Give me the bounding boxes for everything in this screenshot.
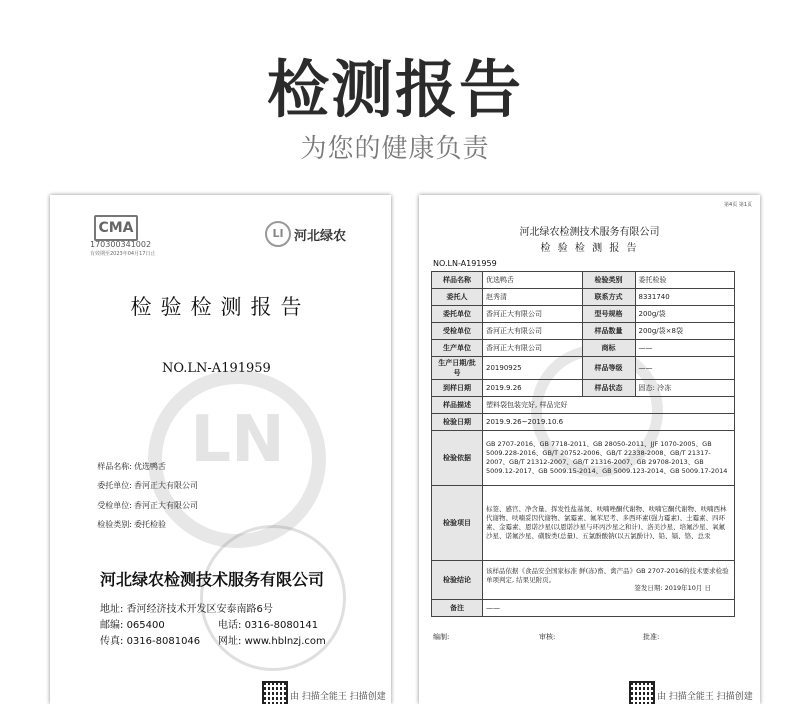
table-row: 检验日期 2019.9.26~2019.10.6: [432, 414, 735, 431]
page-number: 第4页 第1页: [724, 202, 752, 208]
report-cover-document: [50, 195, 391, 704]
table-row: 检验项目 标签、感官、净含量、挥发性盐基氮、呋喃唑酮代谢物、呋喃它酮代谢物、呋喃西林代谢物、呋喃妥因代谢物、氯霉素、氟苯尼考、多西环素(强力霉素)、土霉素、四环素、金霉素、恩诺沙星(以恩诺沙星与环丙沙星之和计)、洛美沙星、培氟沙星、氧氟沙星、诺氟沙星、磺胺类(总量)、五氯酚酸钠(以五氯酚计)、铅、镉、铬、总汞: [432, 486, 735, 561]
cma-validity: 有效期至2023年04月17日止: [90, 251, 156, 257]
table-row: 受检单位 香河正大有限公司 样品数量 200g/袋×8袋: [432, 323, 735, 340]
table-row: 生产日期/批号 20190925 样品等级 ——: [432, 357, 735, 380]
postcode-line: 邮编: 065400: [100, 620, 165, 631]
client-field: 委托单位: 香河正大有限公司: [97, 481, 198, 490]
table-row: 生产单位 香河正大有限公司 商标 ——: [432, 340, 735, 357]
table-row: 备注 ——: [432, 600, 735, 617]
website-line: 网址: www.hblnzj.com: [218, 636, 326, 647]
report-title: 检验检测报告: [130, 295, 311, 319]
sample-name-field: 样品名称: 优选鸭舌: [97, 462, 166, 471]
table-row: 检验结论 该样品依据《食品安全国家标准 鲜(冻)畜、禽产品》GB 2707-2016的技术要求检验单项判定, 结果见附页。 签发日期: 2019年10月 日: [432, 561, 735, 600]
table-row: 样品名称 优选鸭舌 检验类别 委托检验: [432, 272, 735, 289]
watermark-text: LN: [190, 403, 285, 477]
report-table: [431, 271, 735, 617]
page-title: 检测报告: [266, 53, 523, 126]
table-row: 检验依据 GB 2707-2016、GB 7718-2011、GB 28050-2011、JJF 1070-2005、GB 5009.228-2016、GB/T 20752-2006、GB/T 22338-2008、GB/T 21317-2007、GB/T 21312-2007、GB/T 21316-2007、GB 29708-2013、GB 5009.12-2017、GB 5009.15-2014、GB 5009.123-2014、GB 5009.17-2014: [432, 431, 735, 486]
table-row: 委托人 赵秀清 联系方式 8331740: [432, 289, 735, 306]
cma-code: 170300341002: [90, 240, 152, 249]
page-subtitle: 为您的健康负责: [300, 134, 490, 164]
report-title: 检 验 检 测 报 告: [540, 243, 639, 254]
reviewer-signature: 审核:: [539, 633, 556, 641]
company-logo-icon: LI: [265, 221, 291, 247]
table-row: 委托单位 香河正大有限公司 型号规格 200g/袋: [432, 306, 735, 323]
organization-name: 河北绿农检测技术服务有限公司: [100, 570, 325, 589]
scanner-credit: 由 扫描全能王 扫描创建: [290, 692, 386, 702]
qr-code-icon: [262, 681, 288, 704]
scanner-credit: 由 扫描全能王 扫描创建: [657, 692, 753, 702]
inspected-unit-field: 受检单位: 香河正大有限公司: [97, 501, 198, 510]
address-line: 地址: 香河经济技术开发区安泰南路6号: [100, 604, 273, 615]
report-number: NO.LN-A191959: [162, 361, 271, 376]
company-logo-text: 河北绿农: [294, 229, 347, 244]
compiler-signature: 编制:: [433, 633, 450, 641]
conclusion-text: 该样品依据《食品安全国家标准 鲜(冻)畜、禽产品》GB 2707-2016的技术要求检验单项判定, 结果见附页。: [486, 566, 729, 584]
cma-mark: CMA: [94, 215, 138, 241]
organization-name: 河北绿农检测技术服务有限公司: [519, 227, 660, 238]
official-seal: [200, 525, 346, 671]
qr-code-icon: [629, 681, 655, 704]
phone-line: 电话: 0316-8080141: [218, 620, 319, 631]
approver-signature: 批准:: [643, 633, 660, 641]
fax-line: 传真: 0316-8081046: [100, 636, 201, 647]
report-table-document: [419, 195, 760, 704]
table-row: 到样日期 2019.9.26 样品状态 固态: 冷冻: [432, 380, 735, 397]
report-number: NO.LN-A191959: [433, 259, 497, 268]
inspection-type-field: 检验类别: 委托检验: [97, 520, 166, 529]
table-row: 样品描述 塑料袋包装完好, 样品完好: [432, 397, 735, 414]
issue-date: 签发日期: 2019年10月 日: [634, 584, 711, 593]
